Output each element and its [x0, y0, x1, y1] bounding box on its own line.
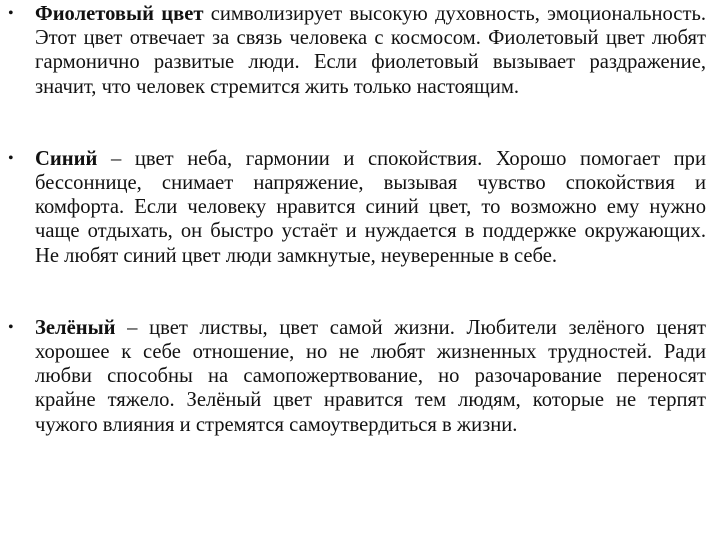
item-term: Зелёный — [35, 316, 116, 339]
bullet-icon: • — [8, 318, 14, 336]
item-term: Фиолетовый цвет — [35, 3, 204, 25]
item-term: Синий — [35, 147, 98, 170]
list-item-blue — [8, 147, 706, 268]
item-text: символизирует высокую духовность, эмоциональность. Этот цвет отвечает за связь человека с космосом. Фиолетовый цвет любят гармонично развитые люди. Если фиолетовый вызывает раздражение, значит, что человек стремится жить только настоящим. — [35, 3, 706, 98]
item-text: – цвет неба, гармонии и спокойствия. Хорошо помогает при бессоннице, снимает напряжение, вызывая чувство спокойствия и комфорта. Если человеку нравится синий цвет, то возможно ему нужно чаще отдыхать, он быстро устаёт и нуждается в поддержке окружающих. Не любят синий цвет люди замкнутые, неуверенные в себе. — [35, 147, 706, 267]
list-item-violet — [8, 2, 706, 99]
item-text: – цвет листвы, цвет самой жизни. Любители зелёного ценят хорошее к себе отношение, но не любят жизненных трудностей. Ради любви способны на самопожертвование, но разочарование переносят крайне тяжело. Зелёный цвет нравится тем людям, которые не терпят чужого влияния и стремятся самоутвердиться в жизни. — [35, 316, 706, 436]
bullet-icon: • — [8, 5, 14, 22]
bullet-icon: • — [8, 149, 14, 167]
list-item-green — [8, 316, 706, 437]
